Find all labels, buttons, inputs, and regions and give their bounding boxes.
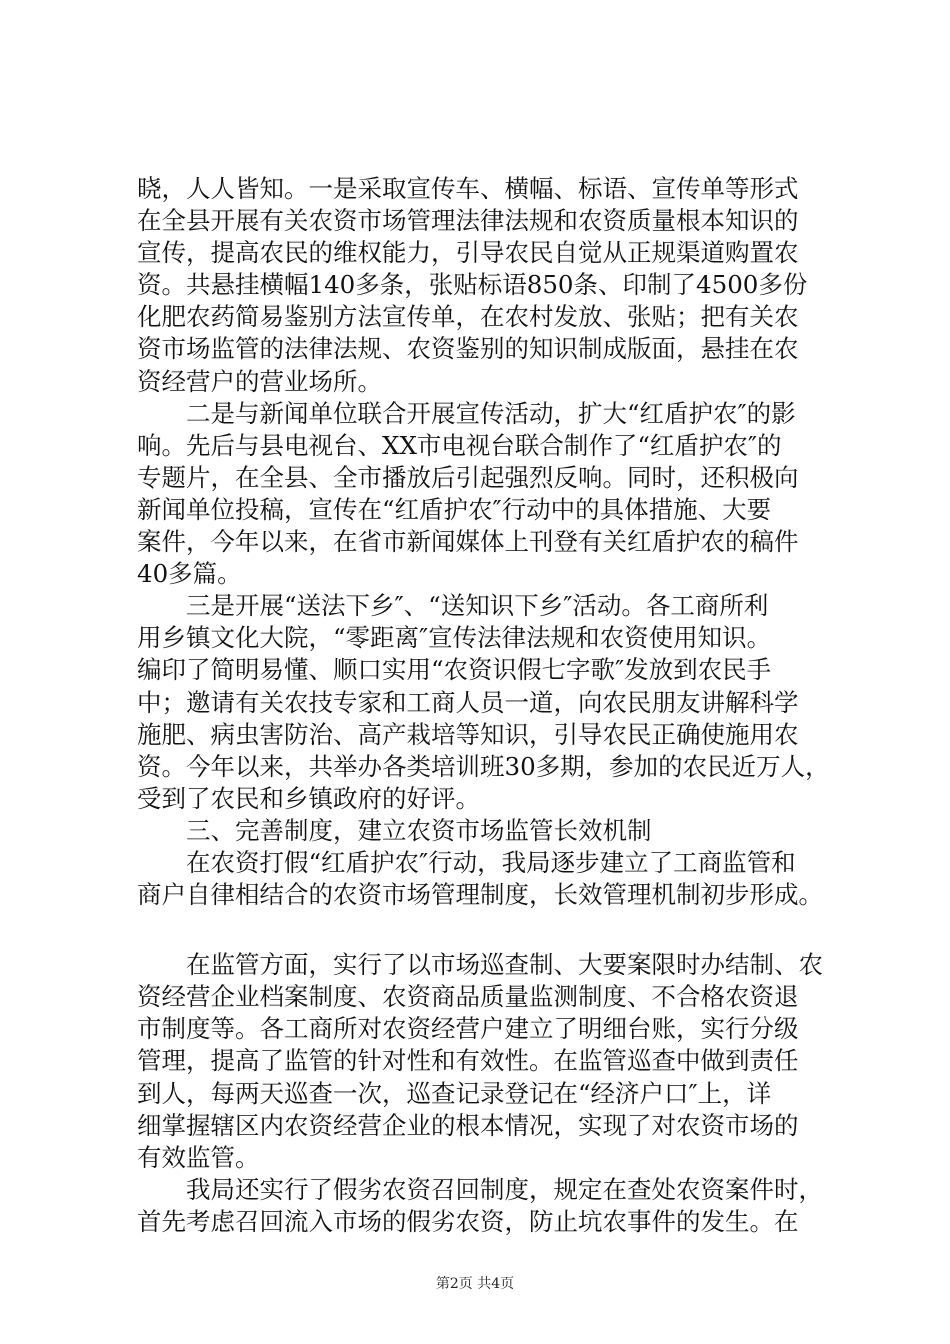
text-line: 资。今年以来，共举办各类培训班30多期，参加的农民近万人， — [137, 751, 830, 781]
text-line: 专题片，在全县、全市播放后引起强烈反响。同时，还积极向 — [137, 462, 799, 492]
page-footer — [0, 1274, 950, 1294]
text-line: 首先考虑召回流入市场的假劣农资，防止坑农事件的发生。在 — [137, 1206, 799, 1236]
text-line: 在农资打假“红盾护农″行动，我局逐步建立了工商监管和 — [186, 847, 796, 877]
text-line: 在监管方面，实行了以市场巡查制、大要案限时办结制、农 — [186, 950, 823, 980]
text-line: 二是与新闻单位联合开展宣传活动，扩大“红盾护农″的影 — [186, 398, 796, 428]
text-line: 商户自律相结合的农资市场管理制度，长效管理机制初步形成。 — [137, 880, 823, 910]
text-line: 案件，今年以来，在省市新闻媒体上刊登有关红盾护农的稿件 — [137, 527, 799, 557]
text-line: 资经营企业档案制度、农资商品质量监测制度、不合格农资退 — [137, 982, 799, 1012]
text-line: 中；邀请有关农技专家和工商人员一道，向农民朋友讲解科学 — [137, 687, 799, 717]
text-line: 资经营户的营业场所。 — [137, 366, 382, 396]
text-line: 市制度等。各工商所对农资经营户建立了明细台账，实行分级 — [137, 1014, 799, 1044]
text-line: 40多篇。 — [137, 559, 242, 589]
text-line: 宣传，提高农民的维权能力，引导农民自觉从正规渠道购置农 — [137, 238, 799, 268]
text-line: 用乡镇文化大院，“零距离″宣传法律法规和农资使用知识。 — [137, 623, 772, 653]
paragraph-gap — [137, 911, 837, 949]
document-body — [137, 173, 837, 1238]
text-line: 到人，每两天巡查一次，巡查记录登记在“经济户口″上，详 — [137, 1078, 772, 1108]
text-line: 新闻单位投稿，宣传在“红盾护农″行动中的具体措施、大要 — [137, 494, 772, 524]
text-line: 资。共悬挂横幅140多条，张贴标语850条、印制了4500多份 — [137, 270, 808, 300]
text-line: 我局还实行了假劣农资召回制度，规定在查处农资案件时， — [186, 1174, 823, 1204]
text-line: 三、完善制度，建立农资市场监管长效机制 — [186, 815, 652, 845]
text-line: 细掌握辖区内农资经营企业的根本情况，实现了对农资市场的 — [137, 1110, 799, 1140]
text-line: 资市场监管的法律法规、农资鉴别的知识制成版面，悬挂在农 — [137, 334, 799, 364]
text-line: 有效监管。 — [137, 1142, 260, 1172]
text-line: 响。先后与县电视台、XX市电视台联合制作了“红盾护农″的 — [137, 430, 782, 460]
text-line: 受到了农民和乡镇政府的好评。 — [137, 783, 480, 813]
text-line: 三是开展“送法下乡″、“送知识下乡″活动。各工商所利 — [186, 591, 769, 621]
text-line: 管理，提高了监管的针对性和有效性。在监管巡查中做到责任 — [137, 1046, 799, 1076]
text-line: 晓，人人皆知。一是采取宣传车、横幅、标语、宣传单等形式 — [137, 174, 799, 203]
text-line: 在全县开展有关农资市场管理法律法规和农资质量根本知识的 — [137, 206, 799, 236]
text-line: 编印了简明易懂、顺口实用“农资识假七字歌″发放到农民手 — [137, 655, 772, 685]
page-number-label: 第2页 共4页 — [435, 1276, 515, 1292]
text-line: 化肥农药简易鉴别方法宣传单，在农村发放、张贴；把有关农 — [137, 302, 799, 332]
text-line: 施肥、病虫害防治、高产栽培等知识，引导农民正确使施用农 — [137, 719, 799, 749]
